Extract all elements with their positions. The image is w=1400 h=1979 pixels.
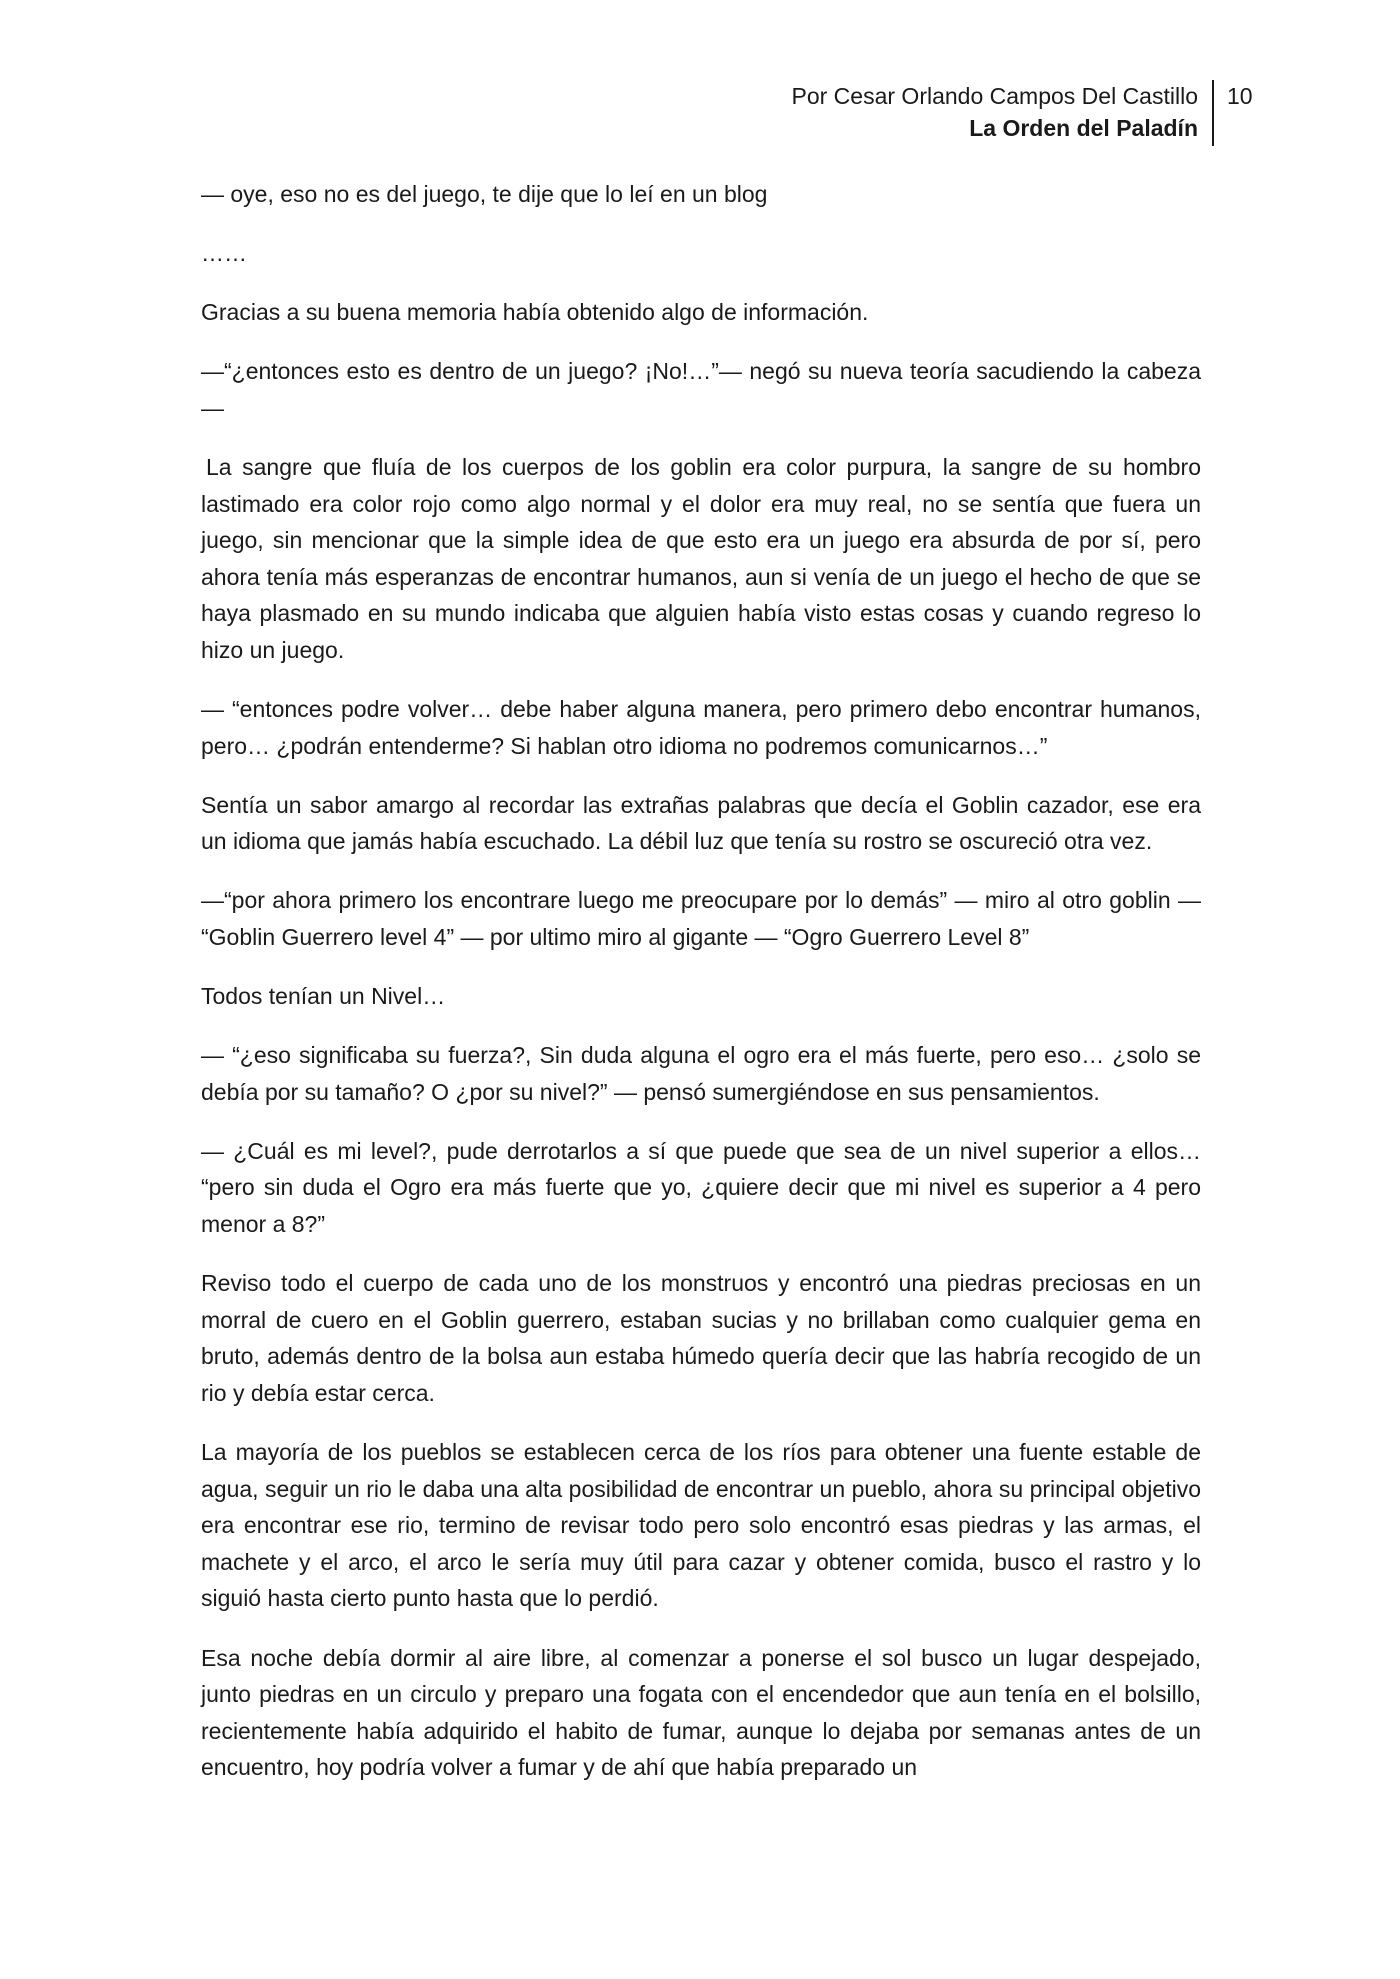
paragraph: — “¿eso significaba su fuerza?, Sin duda alguna el ogro era el más fuerte, pero eso… ¿solo se debía por su tamaño? O ¿por su nivel?” — pensó sumergiéndose en sus pensamientos. [201, 1042, 1201, 1105]
paragraph: La mayoría de los pueblos se establecen cerca de los ríos para obtener una fuente estable de agua, seguir un rio le daba una alta posibilidad de encontrar un pueblo, ahora su principal objetivo era encontrar ese rio, termino de revisar todo pero solo encontró esas piedras y las armas, el machete y el arco, el arco le sería muy útil para cazar y obtener comida, busco el rastro y lo siguió hasta cierto punto hasta que lo perdió. [201, 1439, 1201, 1612]
paragraph: Reviso todo el cuerpo de cada uno de los monstruos y encontró una piedras preciosas en un morral de cuero en el Goblin guerrero, estaban sucias y no brillaban como cualquier gema en bruto, además dentro de la bolsa aun estaba húmedo quería decir que las habría recogido de un rio y debía estar cerca. [201, 1270, 1201, 1406]
body-text [201, 176, 1201, 1808]
paragraph: Sentía un sabor amargo al recordar las extrañas palabras que decía el Goblin cazador, ese era un idioma que jamás había escuchado. La débil luz que tenía su rostro se oscureció otra vez. [201, 791, 1201, 855]
paragraph: — ¿Cuál es mi level?, pude derrotarlos a sí que puede que sea de un nivel superior a ellos… “pero sin duda el Ogro era más fuerte que yo, ¿quiere decir que mi nivel es superior a 4 pero menor a 8?” [201, 1137, 1201, 1238]
paragraph: La sangre que fluía de los cuerpos de los goblin era color purpura, la sangre de su hombro lastimado era color rojo como algo normal y el dolor era muy real, no se sentía que fuera un juego, sin mencionar que la simple idea de que esto era un juego era absurda de por sí, pero ahora tenía más esperanzas de encontrar humanos, aun si venía de un juego el hecho de que se haya plasmado en su mundo indicaba que alguien había visto estas cosas y cuando regreso lo hizo un juego. [201, 453, 1201, 663]
paragraph: — oye, eso no es del juego, te dije que lo leí en un blog [201, 181, 768, 207]
paragraph: —“por ahora primero los encontrare luego me preocupare por lo demás” — miro al otro goblin — “Goblin Guerrero level 4” — por ultimo miro al gigante — “Ogro Guerrero Level 8” [201, 887, 1201, 950]
book-title: La Orden del Paladín [969, 115, 1198, 141]
paragraph: …… [201, 240, 247, 267]
paragraph: Todos tenían un Nivel… [201, 983, 446, 1010]
paragraph: Gracias a su buena memoria había obtenido algo de información. [201, 299, 869, 326]
page-header [792, 80, 1215, 146]
paragraph: Esa noche debía dormir al aire libre, al comenzar a ponerse el sol busco un lugar despejado, junto piedras en un circulo y preparo una fogata con el encendedor que aun tenía en el bolsillo, recientemente había adquirido el habito de fumar, aunque lo dejaba por semanas antes de un encuentro, hoy podría volver a fumar y de ahí que había preparado un [201, 1644, 1201, 1781]
author-name: Por Cesar Orlando Campos Del Castillo [791, 83, 1198, 109]
paragraph: —“¿entonces esto es dentro de un juego? ¡No!…”— negó su nueva teoría sacudiendo la cabeza— [201, 358, 1201, 421]
paragraph: — “entonces podre volver… debe haber alguna manera, pero primero debo encontrar humanos, pero… ¿podrán entenderme? Si hablan otro idioma no podremos comunicarnos…” [201, 696, 1201, 759]
page-number: 10 [1227, 83, 1253, 109]
